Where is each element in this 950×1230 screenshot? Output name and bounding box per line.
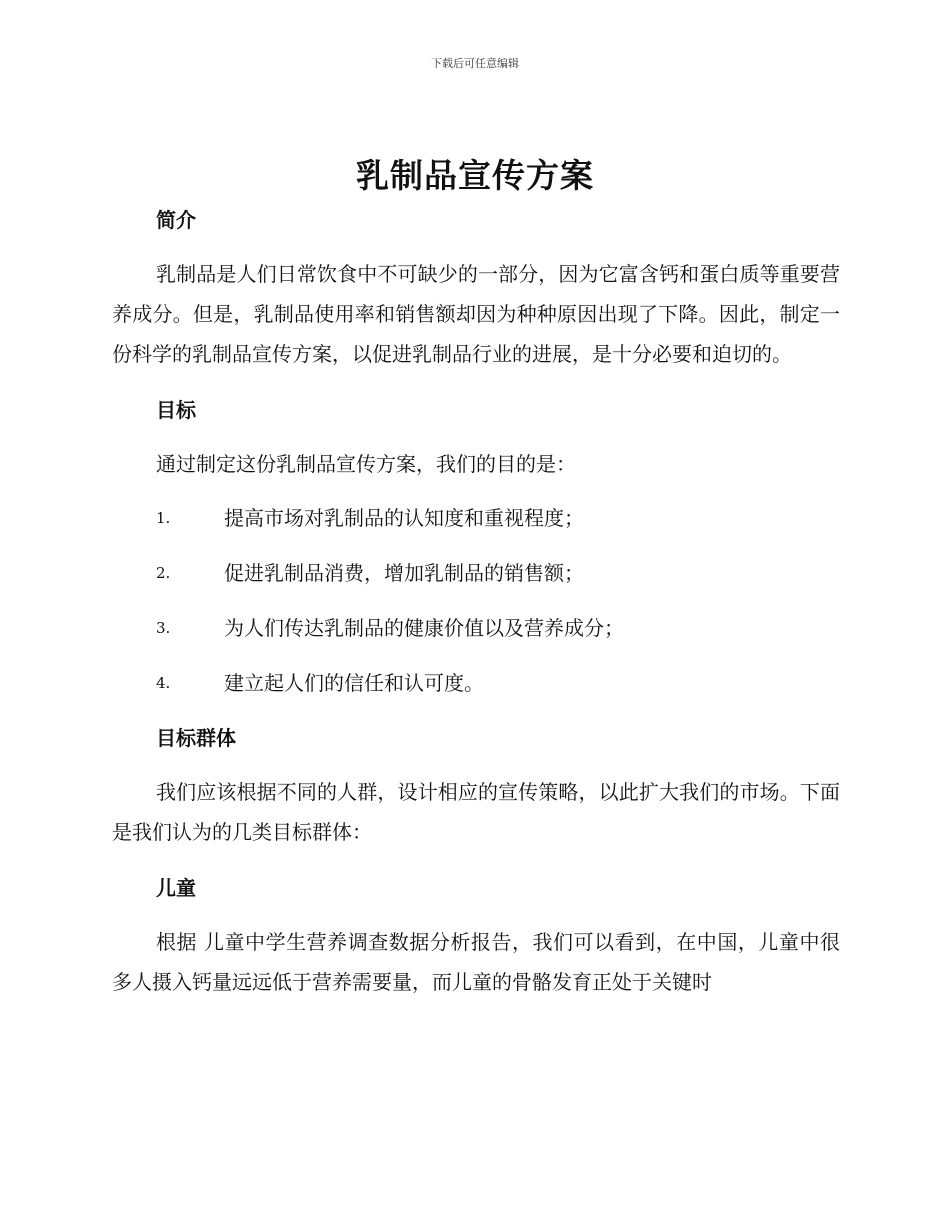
section-children [112, 868, 840, 1002]
section-target-groups [112, 718, 840, 852]
list-item [112, 608, 840, 648]
document-body [112, 200, 840, 1002]
section-heading-children: 儿童 [156, 876, 196, 900]
document-title: 乳制品宣传方案 [356, 156, 594, 195]
section-heading-target-groups: 目标群体 [156, 726, 236, 750]
section-heading-goals: 目标 [156, 398, 196, 422]
list-item-number: 1. [156, 509, 171, 527]
list-item-text: 提高市场对乳制品的认知度和重视程度； [224, 506, 584, 530]
list-item [112, 553, 840, 593]
list-item-text: 为人们传达乳制品的健康价值以及营养成分； [224, 616, 624, 640]
target-groups-paragraph: 我们应该根据不同的人群，设计相应的宣传策略，以此扩大我们的市场。下面是我们认为的几类目标群体： [112, 780, 840, 844]
goals-list [112, 498, 840, 703]
list-item-number: 3. [156, 619, 171, 637]
section-goals [112, 390, 840, 703]
section-intro [112, 200, 840, 374]
list-item [112, 498, 840, 538]
list-item-number: 2. [156, 564, 171, 582]
section-heading-intro: 简介 [156, 208, 196, 232]
children-paragraph: 根据 儿童中学生营养调查数据分析报告，我们可以看到，在中国，儿童中很多人摄入钙量远远低于营养需要量，而儿童的骨骼发育正处于关键时 [112, 930, 840, 994]
list-item-text: 促进乳制品消费，增加乳制品的销售额； [224, 561, 584, 585]
goals-lead: 通过制定这份乳制品宣传方案，我们的目的是： [156, 452, 576, 476]
intro-paragraph: 乳制品是人们日常饮食中不可缺少的一部分，因为它富含钙和蛋白质等重要营养成分。但是，乳制品使用率和销售额却因为种种原因出现了下降。因此，制定一份科学的乳制品宣传方案，以促进乳制品行业的进展，是十分必要和迫切的。 [112, 262, 840, 366]
list-item-text: 建立起人们的信任和认可度。 [224, 671, 484, 695]
header-note: 下载后可任意编辑 [431, 57, 519, 70]
list-item-number: 4. [156, 674, 171, 692]
list-item [112, 663, 840, 703]
